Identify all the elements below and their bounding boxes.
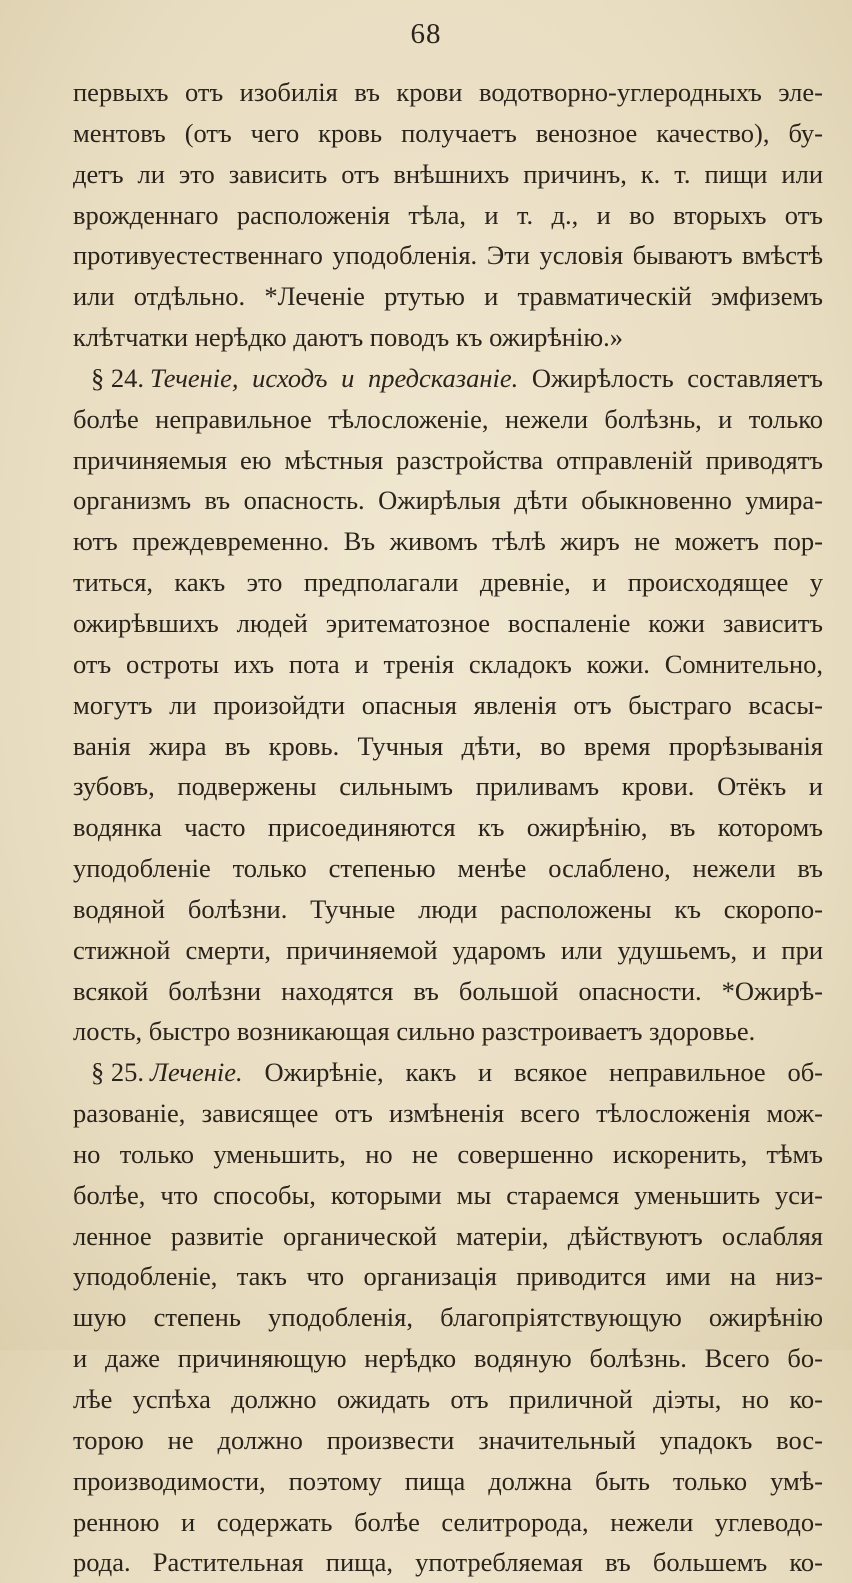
text-line: ютъ преждевременно. Въ живомъ тѣлѣ жиръ не можетъ пор-: [73, 526, 823, 557]
text-line: производимости, поэтому пища должна быть только умѣ-: [73, 1465, 823, 1496]
section-25-first-line: [73, 1052, 823, 1093]
text-line: зубовъ, подвержены сильнымъ приливамъ крови. Отёкъ и: [73, 771, 823, 802]
text-line: организмъ въ опасность. Ожирѣлыя дѣти обыкновенно умира-: [73, 485, 823, 516]
section-number: § 25.: [91, 1057, 144, 1088]
text-line: лость, быстро возникающая сильно разстроиваетъ здоровье.: [73, 1016, 756, 1047]
text-line: всякой болѣзни находятся въ большой опасности. *Ожирѣ-: [73, 975, 823, 1006]
text-line: ленное развитіе органической матеріи, дѣйствуютъ ослабляя: [73, 1220, 823, 1251]
text-line: болѣе неправильное тѣлосложеніе, нежели болѣзнь, и только: [73, 403, 823, 434]
section-text: Ожирѣніе, какъ и всякое неправильное об-: [264, 1057, 823, 1088]
text-line: отъ остроты ихъ пота и тренія складокъ кожи. Сомнительно,: [73, 648, 823, 679]
text-line: шую степень уподобленія, благопріятствующую ожирѣнію: [73, 1302, 823, 1333]
text-line: стижной смерти, причиняемой ударомъ или удушьемъ, и при: [73, 934, 823, 965]
text-line: торою не должно произвести значительный упадокъ вос-: [73, 1424, 823, 1455]
text-line: противуестественнаго уподобленія. Эти условія бываютъ вмѣстѣ: [73, 240, 823, 271]
body-text: [73, 72, 823, 1583]
text-line: разованіе, зависящее отъ измѣненія всего тѣлосложенія мож-: [73, 1098, 823, 1129]
text-line: врожденнаго расположенія тѣла, и т. д., и во вторыхъ отъ: [73, 199, 823, 230]
text-line: водянка часто присоединяются къ ожирѣнію, въ которомъ: [73, 812, 823, 843]
text-line: ванія жира въ кровь. Тучныя дѣти, во время прорѣзыванія: [73, 730, 823, 761]
text-line: уподобленіе только степенью менѣе ослаблено, нежели въ: [73, 853, 823, 884]
section-24-first-line: [73, 358, 823, 399]
section-text: Ожирѣлость составляетъ: [531, 362, 823, 393]
text-line: детъ ли это зависить отъ внѣшнихъ причинъ, к. т. пищи или: [73, 158, 823, 189]
text-line: болѣе, что способы, которыми мы стараемся уменьшить уси-: [73, 1179, 823, 1210]
text-line: или отдѣльно. *Леченіе ртутью и травматическій эмфиземъ: [73, 281, 823, 312]
text-line: уподобленіе, такъ что организація приводится ими на низ-: [73, 1261, 823, 1292]
text-line: причиняемыя ею мѣстныя разстройства отправленій приводятъ: [73, 444, 823, 475]
text-line: но только уменьшить, но не совершенно искоренить, тѣмъ: [73, 1138, 823, 1169]
text-line: лѣе успѣха должно ожидать отъ приличной діэты, но ко-: [73, 1384, 823, 1414]
section-number: § 24.: [91, 362, 144, 393]
text-line: первыхъ отъ изобилія въ крови водотворно-углеродныхъ элe-: [73, 77, 823, 107]
text-line: и даже причиняющую нерѣдко водяную болѣзнь. Всего бо-: [73, 1343, 823, 1374]
page-number: 68: [410, 18, 442, 50]
text-line: водяной болѣзни. Тучные люди расположены къ скоропо-: [73, 893, 823, 924]
text-line: рода. Растительная пища, употребляемая въ большемъ ко-: [73, 1547, 823, 1578]
text-line: клѣтчатки нерѣдко даютъ поводъ къ ожирѣнію.»: [73, 322, 624, 353]
section-heading: Теченіе, исходъ и предсказаніе.: [150, 362, 519, 393]
section-heading: Леченіе.: [150, 1057, 243, 1088]
text-line: титься, какъ это предполагали древніе, и происходящее у: [73, 567, 823, 598]
text-line: ментовъ (отъ чего кровь получаетъ венозное качество), бу-: [73, 117, 823, 148]
text-line: ренною и содержать болѣе селитророда, нежели углеводо-: [73, 1506, 823, 1537]
text-line: могутъ ли произойдти опасныя явленія отъ быстраго всасы-: [73, 689, 823, 720]
text-line: ожирѣвшихъ людей эритематозное воспаленіе кожи зависитъ: [73, 607, 823, 638]
